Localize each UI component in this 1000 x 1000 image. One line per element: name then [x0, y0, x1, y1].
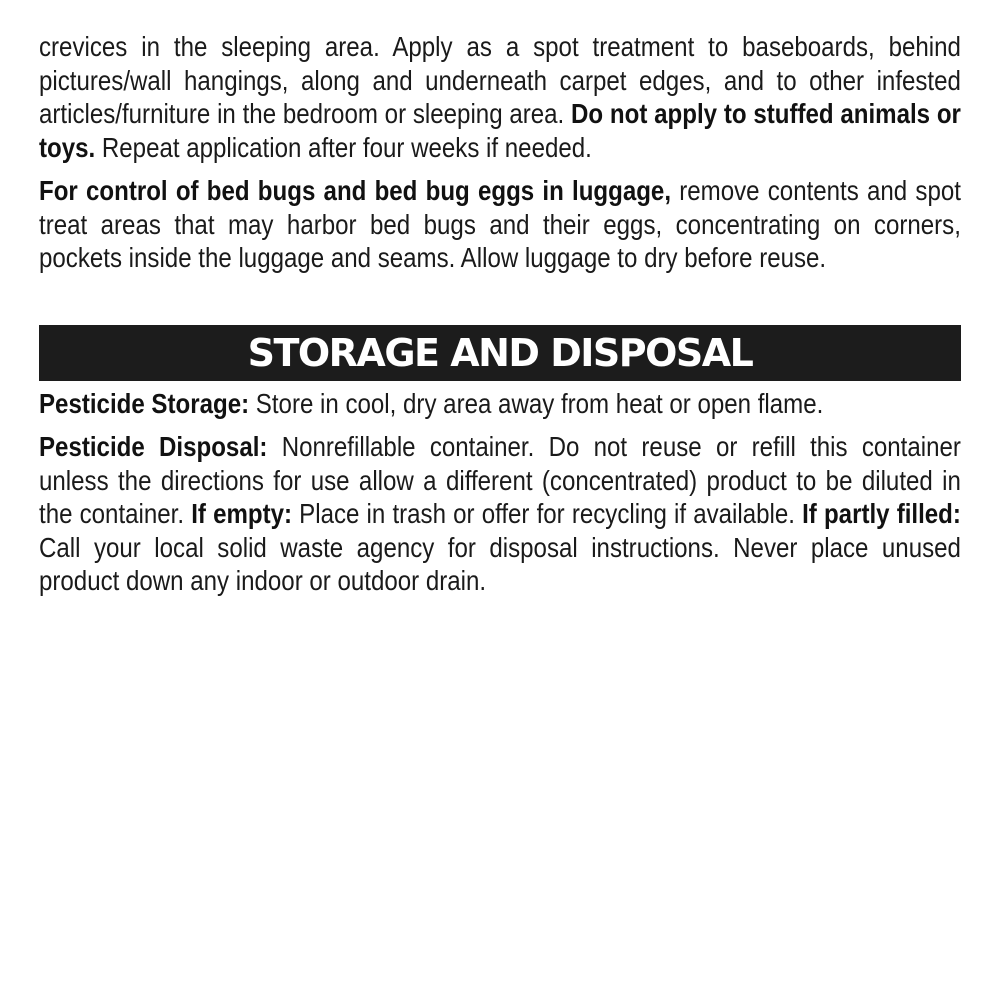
disposal-text-c: Call your local solid waste agency for disposal instructions. Never place unused product down any indoor or outdoor drain. — [39, 531, 961, 596]
luggage-text: remove contents and spot treat areas that may harbor bed bugs and their eggs, concentrating on corners, pockets inside the luggage and seams. Allow luggage to dry before reuse. — [39, 175, 961, 273]
storage-disposal-banner — [39, 325, 961, 381]
luggage-instructions-paragraph — [39, 174, 961, 275]
bedroom-instructions-paragraph — [39, 30, 961, 164]
stuffed-animals-warning: Do not apply to stuffed animals or toys. — [39, 98, 961, 163]
if-empty-label: If empty: — [191, 498, 293, 529]
pesticide-disposal-label: Pesticide Disposal: — [39, 431, 268, 462]
bedroom-instructions-paragraph-wrap — [39, 30, 961, 164]
pesticide-disposal-paragraph — [39, 430, 961, 598]
pesticide-storage-text: Store in cool, dry area away from heat or open flame. — [249, 387, 824, 419]
pesticide-storage-label: Pesticide Storage: — [39, 387, 250, 419]
luggage-heading: For control of bed bugs and bed bug eggs in luggage, — [39, 175, 672, 206]
disposal-text-a: Nonrefillable container. Do not reuse or refill this container unless the directions for use allow a different (concentrated) product to be diluted in the container. — [39, 431, 961, 529]
pesticide-storage-paragraph — [39, 387, 961, 421]
luggage-instructions-paragraph-wrap — [39, 174, 961, 275]
pesticide-storage-paragraph-wrap — [39, 387, 961, 421]
disposal-text-b: Place in trash or offer for recycling if available. — [292, 498, 803, 529]
repeat-application-text: Repeat application after four weeks if needed. — [95, 131, 592, 163]
section-title: STORAGE AND DISPOSAL — [247, 330, 753, 375]
bedroom-text: crevices in the sleeping area. Apply as a spot treatment to baseboards, behind pictures/wall hangings, along and underneath carpet edges, and to other infested articles/furniture in the bedroom or sleeping area. — [39, 31, 961, 129]
label-document — [39, 30, 961, 598]
if-partly-filled-label: If partly filled: — [802, 498, 961, 529]
pesticide-disposal-paragraph-wrap — [39, 430, 961, 598]
